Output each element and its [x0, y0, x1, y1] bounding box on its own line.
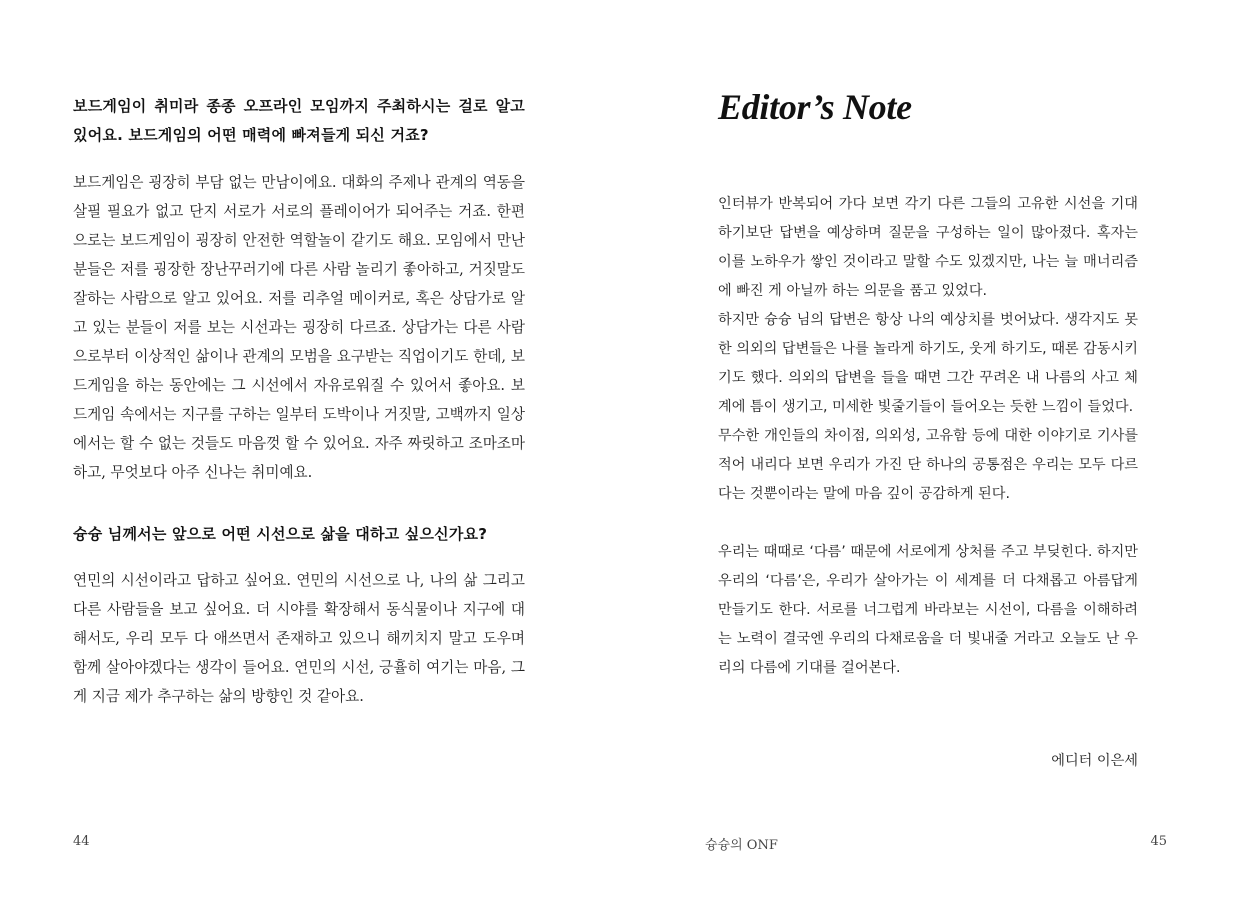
editors-note-paragraph-2: 하지만 슝슝 님의 답변은 항상 나의 예상치를 벗어났다. 생각지도 못한 의외의 답변들은 나를 놀라게 하기도, 웃게 하기도, 때론 감동시키기도 했다. 의외의 답변을 들을 때면 그간 꾸려온 내 나름의 사고 체계에 틈이 생기고, 미세한 빛줄기들이 들어오는 듯한 느낌이 들었다. — [718, 312, 1138, 415]
interview-question-1: 보드게임이 취미라 종종 오프라인 모임까지 주최하시는 걸로 알고 있어요. 보드게임의 어떤 매력에 빠져들게 되신 거죠? — [73, 97, 525, 144]
editors-note-paragraph-4: 우리는 때때로 ‘다름’ 때문에 서로에게 상처를 주고 부딪힌다. 하지만 우리의 ‘다름’은, 우리가 살아가는 이 세계를 더 다채롭고 아름답게 만들기도 한다. 서로를 너그럽게 바라보는 시선이, 다름을 이해하려는 노력이 결국엔 우리의 다채로움을 더 빛내줄 거라고 오늘도 난 우리의 다름에 기대를 걸어본다. — [718, 544, 1138, 676]
page-number-right: 45 — [1150, 834, 1167, 849]
editors-note-paragraph-1: 인터뷰가 반복되어 가다 보면 각기 다른 그들의 고유한 시선을 기대하기보단 답변을 예상하며 질문을 구성하는 일이 많아졌다. 혹자는 이를 노하우가 쌓인 것이라고 말할 수도 있겠지만, 나는 늘 매너리즘에 빠진 게 아닐까 하는 의문을 품고 있었다. — [718, 196, 1138, 299]
editor-signature: 에디터 이은세 — [1051, 753, 1138, 769]
interview-answer-1: 보드게임은 굉장히 부담 없는 만남이에요. 대화의 주제나 관계의 역동을 살필 필요가 없고 단지 서로가 서로의 플레이어가 되어주는 거죠. 한편으로는 보드게임이 굉장히 안전한 역할놀이 같기도 해요. 모임에서 만난 분들은 저를 굉장한 장난꾸러기에 다른 사람 놀리기 좋아하고, 거짓말도 잘하는 사람으로 알고 있어요. 저를 리추얼 메이커로, 혹은 상담가로 알고 있는 분들이 저를 보는 시선과는 굉장히 다르죠. 상담가는 다른 사람으로부터 이상적인 삶이나 관계의 모범을 요구받는 직업이기도 한데, 보드게임을 하는 동안에는 그 시선에서 자유로워질 수 있어서 좋아요. 보드게임 속에서는 지구를 구하는 일부터 도박이나 거짓말, 고백까지 일상에서는 할 수 없는 것들도 마음껏 할 수 있어요. 자주 짜릿하고 조마조마하고, 무엇보다 아주 신나는 취미예요. — [73, 174, 525, 481]
page-number-left: 44 — [73, 834, 90, 849]
interview-question-2: 슝슝 님께서는 앞으로 어떤 시선으로 삶을 대하고 싶으신가요? — [73, 525, 488, 543]
editors-note-title: Editor’s Note — [718, 87, 912, 127]
editors-note-paragraph-3: 무수한 개인들의 차이점, 의외성, 고유함 등에 대한 이야기로 기사를 적어 내리다 보면 우리가 가진 단 하나의 공통점은 우리는 모두 다르다는 것뿐이라는 말에 마음 깊이 공감하게 된다. — [718, 428, 1138, 502]
running-footer: 슝슝의 ONF — [705, 838, 778, 853]
editors-note-body — [718, 190, 1138, 683]
interview-answer-2: 연민의 시선이라고 답하고 싶어요. 연민의 시선으로 나, 나의 삶 그리고 다른 사람들을 보고 싶어요. 더 시야를 확장해서 동식물이나 지구에 대해서도, 우리 모두 다 애쓰면서 존재하고 있으니 해끼치지 말고 도우며 함께 살아야겠다는 생각이 들어요. 연민의 시선, 긍휼히 여기는 마음, 그게 지금 제가 추구하는 삶의 방향인 것 같아요. — [73, 572, 525, 705]
right-page — [620, 0, 1240, 910]
interview-column — [73, 92, 525, 711]
